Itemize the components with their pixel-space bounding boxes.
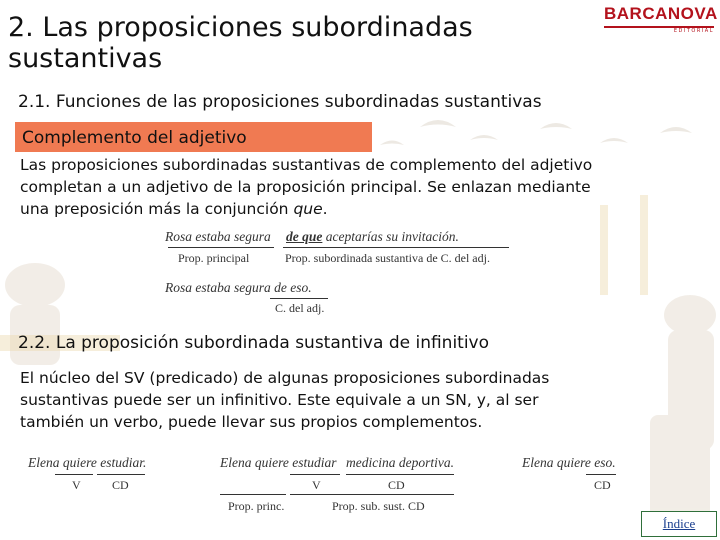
- example-b-label-main: Prop. princ.: [228, 499, 285, 513]
- example1-main-rule: [168, 247, 274, 248]
- example2-sentence: [165, 280, 312, 296]
- topic-highlight-label: Complemento del adjetivo: [22, 128, 247, 148]
- example-b-main: Elena quiere estudiar: [220, 455, 337, 470]
- example-a-cd-label: CD: [112, 478, 129, 492]
- example1-sub-rule: [283, 247, 509, 248]
- logo-subtitle: EDITORIAL: [673, 28, 714, 34]
- example2-main: Rosa estaba segura: [165, 280, 275, 295]
- example-b-main-rule: [220, 494, 286, 495]
- section2-para-line2: sustantivas puede ser un infinitivo. Este equivale a un SN, y, al ser: [20, 391, 539, 409]
- section1-heading: 2.1. Funciones de las proposiciones subordinadas sustantivas: [18, 92, 542, 112]
- example-a-v-rule: [55, 474, 93, 475]
- example1-sub-text: aceptarías su invitación.: [325, 229, 459, 244]
- publisher-logo: [604, 4, 718, 34]
- index-link[interactable]: Índice: [641, 511, 717, 537]
- section1-para-line2: completan a un adjetivo de la proposición principal. Se enlazan mediante: [20, 178, 591, 196]
- section1-paragraph: [20, 154, 715, 220]
- section2-para-line3: también un verbo, puede llevar sus propios complementos.: [20, 413, 483, 431]
- example-b-v-rule: [290, 474, 340, 475]
- section2-heading: 2.2. La proposición subordinada sustantiva de infinitivo: [18, 333, 490, 353]
- example-b-sub-rule: [290, 494, 454, 495]
- section1-para-line3: [20, 198, 715, 220]
- example-c-cd-label: CD: [594, 478, 611, 492]
- example-b-label-sub: Prop. sub. sust. CD: [332, 499, 425, 513]
- logo-name: BARCANOVA: [604, 4, 718, 23]
- section1-para-line1: Las proposiciones subordinadas sustantivas de complemento del adjetivo: [20, 156, 593, 174]
- example1-main: Rosa estaba segura: [165, 229, 271, 244]
- example2-rule: [270, 298, 328, 299]
- conjunction-que: que: [293, 200, 323, 218]
- example2-label: C. del adj.: [275, 301, 325, 315]
- example2-sub: de eso.: [274, 280, 312, 295]
- example-a-sentence: Elena quiere estudiar.: [28, 455, 147, 470]
- section2-paragraph: [20, 367, 660, 433]
- example-c-cd-rule: [586, 474, 616, 475]
- page-title-line2: sustantivas: [8, 43, 163, 74]
- example-a-cd-rule: [97, 474, 145, 475]
- example1-sub: de que aceptarías su invitación.: [286, 229, 459, 244]
- section1-para-line3-text: una preposición más la conjunción: [20, 200, 294, 218]
- section2-para-line1: El núcleo del SV (predicado) de algunas proposiciones subordinadas: [20, 369, 550, 387]
- example-b-sub: medicina deportiva.: [346, 455, 454, 470]
- example-b-cd-rule: [346, 474, 454, 475]
- page-title: [8, 12, 473, 74]
- example-a-v-label: V: [72, 478, 81, 492]
- example-b-v-label: V: [312, 478, 321, 492]
- example1-label-sub: Prop. subordinada sustantiva de C. del adj.: [285, 251, 490, 265]
- section1-para-line3-end: .: [322, 200, 328, 218]
- page-title-line1: 2. Las proposiciones subordinadas: [8, 12, 473, 43]
- example-b-cd-label: CD: [388, 478, 405, 492]
- example1-label-main: Prop. principal: [178, 251, 250, 265]
- example-c-sentence: Elena quiere eso.: [522, 455, 616, 470]
